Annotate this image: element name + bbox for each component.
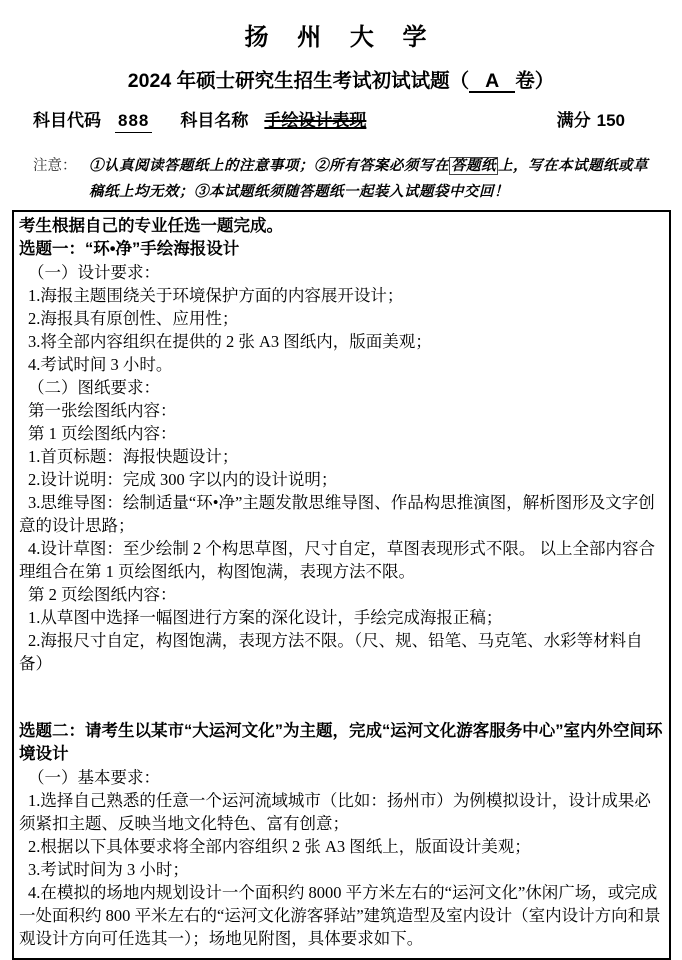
topic2-basic-req-1: 1.选择自己熟悉的任意一个运河流域城市（比如：扬州市）为例模拟设计，设计成果必须紧扣主题、反映当地文化特色、富有创意； bbox=[19, 791, 651, 833]
topic1-title: 选题一：“环•净”手绘海报设计 bbox=[19, 240, 240, 258]
subject-meta-row bbox=[33, 110, 649, 133]
topic1-page2-item-2: 2.海报尺寸自定，构图饱满，表现方法不限。（尺、规、铅笔、马克笔、水彩等材料自备） bbox=[19, 631, 643, 673]
subject-code-label: 科目代码 bbox=[33, 111, 101, 130]
topic2-title: 选题二：请考生以某市“大运河文化”为主题，完成“运河文化游客服务中心”室内外空间环境设计 bbox=[19, 722, 663, 763]
subject-code-value: 888 bbox=[115, 110, 152, 133]
question-box bbox=[12, 210, 671, 960]
topic1-design-req-1: 1.海报主题围绕关于环境保护方面的内容展开设计； bbox=[28, 286, 404, 305]
topic1-design-req-head: （一）设计要求： bbox=[28, 263, 160, 282]
notice-text bbox=[89, 153, 652, 205]
full-score-value: 150 bbox=[596, 111, 625, 130]
topic1-design-req-4: 4.考试时间 3 小时。 bbox=[28, 355, 173, 374]
exam-title-suffix: 卷） bbox=[515, 70, 555, 92]
notice-seg1: ①认真阅读答题纸上的注意事项；②所有答案必须写在 bbox=[89, 158, 449, 174]
topic1-sheet1-head: 第一张绘图纸内容： bbox=[28, 401, 177, 420]
topic2-basic-req-2: 2.根据以下具体要求将全部内容组织 2 张 A3 图纸上，版面设计美观； bbox=[28, 837, 531, 856]
topic1-paper-req-head: （二）图纸要求： bbox=[28, 378, 160, 397]
topic1-design-req-2: 2.海报具有原创性、应用性； bbox=[28, 309, 239, 328]
topic2-basic-req-3: 3.考试时间为 3 小时； bbox=[28, 860, 189, 879]
topic1-page2-head: 第 2 页绘图纸内容： bbox=[28, 585, 177, 604]
full-score bbox=[557, 110, 625, 132]
university-title: 扬 州 大 学 bbox=[244, 24, 438, 51]
topic2-basic-req-4: 4.在模拟的场地内规划设计一个面积约 8000 平方米左右的“运河文化”休闲广场，或完成一处面积约 800 平米左右的“运河文化游客驿站”建筑造型及室内设计（室内设计方向和景观设计方向可任选其一）；场地见附图，具体要求如下。 bbox=[19, 883, 661, 948]
notice-block bbox=[33, 153, 652, 205]
paper-letter-blank: A bbox=[469, 71, 515, 93]
subject-name-value: 手绘设计表现 bbox=[264, 111, 367, 130]
topic1-page1-head: 第 1 页绘图纸内容： bbox=[28, 424, 177, 443]
topic1-page1-item-2: 2.设计说明：完成 300 字以内的设计说明； bbox=[28, 470, 338, 489]
notice-label: 注意： bbox=[33, 158, 77, 174]
full-score-label: 满分 bbox=[556, 111, 591, 130]
boxed-answer-sheet-word: 答题纸 bbox=[451, 158, 496, 174]
topic2-basic-req-head: （一）基本要求： bbox=[28, 768, 160, 787]
intro-line: 考生根据自己的专业任选一题完成。 bbox=[19, 217, 283, 235]
notice-seg2: 上，写在本试题纸或草稿纸上均无效；③本试题纸须随答题纸一起装入试题袋中交回！ bbox=[89, 158, 648, 200]
topic1-page1-item-3: 3.思维导图：绘制适量“环•净”主题发散思维导图、作品构思推演图，解析图形及文字创意的设计思路； bbox=[19, 493, 655, 535]
topic1-page1-item-1: 1.首页标题：海报快题设计； bbox=[28, 447, 239, 466]
subject-name-label: 科目名称 bbox=[180, 111, 249, 130]
exam-title bbox=[0, 69, 682, 93]
topic1-page1-item-4: 4.设计草图：至少绘制 2 个构思草图，尺寸自定，草图表现形式不限。 以上全部内容合理组合在第 1 页绘图纸内，构图饱满，表现方法不限。 bbox=[19, 539, 655, 581]
exam-title-prefix: 2024 年硕士研究生招生考试初试试题（ bbox=[127, 70, 470, 92]
topic1-page2-item-1: 1.从草图中选择一幅图进行方案的深化设计，手绘完成海报正稿； bbox=[28, 608, 503, 627]
topic1-design-req-3: 3.将全部内容组织在提供的 2 张 A3 图纸内，版面美观； bbox=[28, 332, 432, 351]
